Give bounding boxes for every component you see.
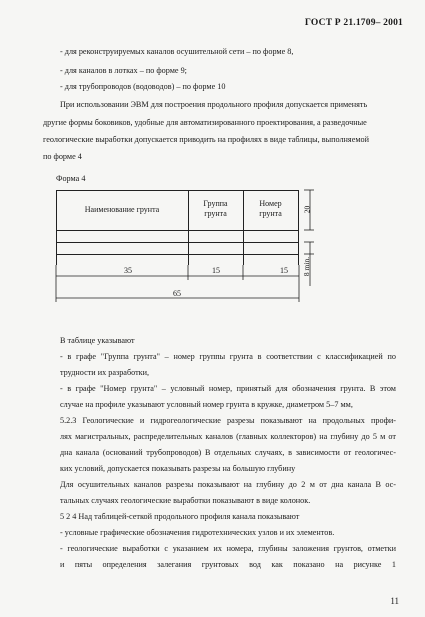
- paragraph-line: геологические выработки допускается приводить на профилях в виде таблицы, выполняемой: [43, 135, 369, 144]
- document-header: ГОСТ Р 21.1709– 2001: [304, 18, 403, 28]
- paragraph-line: дна канала (оснований трубопроводов) В отдельных случаях, в зависимости от геологичес-: [60, 448, 396, 457]
- dimension-label: 15: [212, 266, 220, 275]
- dimension-label-total: 65: [173, 289, 181, 298]
- list-item: - геологические выработки с указанием их номера, глубины заложения грунтов, отметки: [60, 544, 396, 553]
- column-header-soil-group: Группа грунта: [203, 199, 228, 218]
- paragraph-line: Для осушительных каналов разрезы показывают на глубину до 2 м от дна канала В ос-: [60, 480, 396, 489]
- paragraph-line: ких условий, допускается показывать разрезы на большую глубину: [60, 464, 296, 473]
- dimension-label: 15: [280, 266, 288, 275]
- list-item: - условные графические обозначения гидротехнических узлов и их элементов.: [60, 528, 335, 537]
- paragraph-line: другие формы боковиков, удобные для автоматизированного проектирования, а разведочные: [43, 118, 367, 127]
- dimension-label: 35: [124, 266, 132, 275]
- list-item: - для каналов в лотках – по форме 9;: [60, 66, 187, 75]
- paragraph-line: тальных случаях геологические выработки показывают в виде колонок.: [60, 496, 311, 505]
- paragraph-line: и пяты определения залегания грунтовых вод как показано на рисунке 1: [60, 560, 396, 569]
- paragraph-line: - в графе "Группа грунта" – номер группы грунта в соответствии с классификацией по: [60, 352, 396, 361]
- paragraph-line: При использовании ЭВМ для построения продольного профиля допускается применять: [60, 100, 368, 109]
- dimension-label-height-min: 8 min.: [302, 256, 312, 277]
- paragraph-line: В таблице указывают: [60, 336, 135, 345]
- column-header-soil-name: Наименование грунта: [84, 205, 160, 214]
- paragraph-line: случае на профиле указывают условный номер грунта в кружке, диаметром 5–7 мм,: [60, 400, 353, 409]
- page-number: 11: [390, 596, 399, 606]
- dimension-label-height: 20: [302, 205, 312, 214]
- paragraph-line: трудности их разработки,: [60, 368, 150, 377]
- form-title: Форма 4: [56, 174, 86, 183]
- paragraph-line: по форме 4: [43, 152, 82, 161]
- section-5-2-4: 5 2 4 Над таблицей-сеткой продольного профиля канала показывают: [60, 512, 300, 521]
- column-header-soil-number: Номер грунта: [259, 199, 282, 218]
- list-item: - для реконструируемых каналов осушительной сети – по форме 8,: [60, 47, 294, 56]
- paragraph-line: лях магистральных, распределительных каналов (главных коллекторов) на глубину до 5 м от: [60, 432, 396, 441]
- paragraph-line: - в графе "Номер грунта" – условный номер, принятый для обозначения грунта. В этом: [60, 384, 396, 393]
- section-5-2-3: 5.2.3 Геологические и гидрогеологические разрезы показывают на продольных профи-: [60, 416, 396, 425]
- list-item: - для трубопроводов (водоводов) – по форме 10: [60, 82, 226, 91]
